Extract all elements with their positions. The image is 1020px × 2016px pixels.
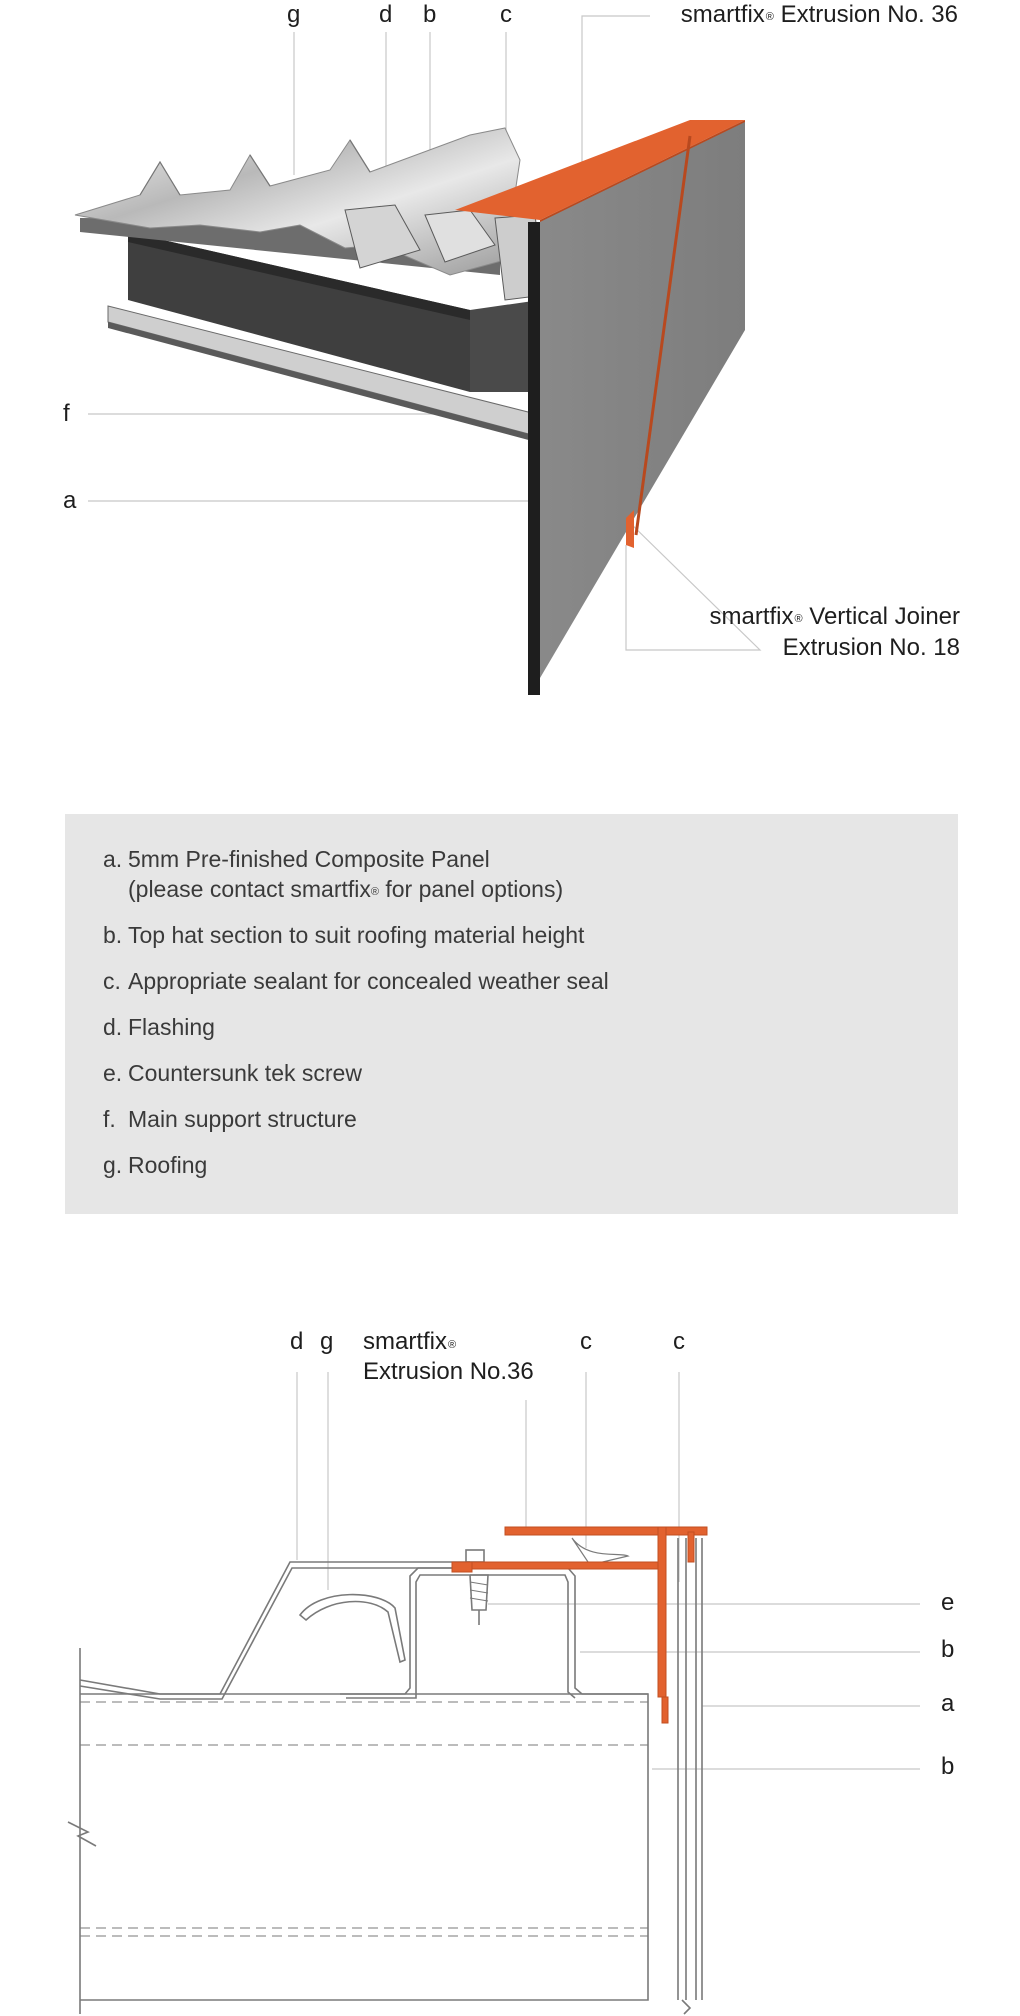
vertical-joiner-suffix: Vertical Joiner xyxy=(802,603,960,630)
legend-text: Roofing xyxy=(128,1152,208,1178)
legend-letter: c. xyxy=(103,968,121,994)
section-extrusion-line2: Extrusion No.36 xyxy=(363,1358,534,1385)
section-outline xyxy=(68,1538,702,2014)
section-callout-d: d xyxy=(290,1328,304,1355)
section-callout-c1: c xyxy=(580,1328,592,1355)
vertical-joiner-reg: ® xyxy=(794,613,803,625)
vertical-joiner-line2: Extrusion No. 18 xyxy=(782,634,960,661)
legend-letter: g. xyxy=(103,1152,123,1178)
callout-c: c xyxy=(500,1,512,28)
legend-text: Flashing xyxy=(128,1014,215,1040)
callout-f: f xyxy=(63,400,70,427)
extrusion-36-brand: smartfix xyxy=(680,1,765,28)
section-callout-b1: b xyxy=(941,1636,955,1663)
section-callout-c2: c xyxy=(673,1328,685,1355)
legend-a-line2-suffix: for panel options) xyxy=(378,876,564,902)
legend-text: Appropriate sealant for concealed weather seal xyxy=(128,968,609,994)
vertical-joiner-brand: smartfix xyxy=(709,603,794,630)
legend-letter: a. xyxy=(103,846,123,872)
callout-g: g xyxy=(287,1,301,28)
section-extrusion-line1 xyxy=(363,1327,534,1357)
legend-text: Countersunk tek screw xyxy=(128,1060,362,1086)
section-extrusion-label xyxy=(363,1327,534,1387)
callout-a: a xyxy=(63,487,77,514)
section-extrusion-reg: ® xyxy=(448,1339,457,1351)
legend-letter: d. xyxy=(103,1014,123,1040)
section-callout-b2: b xyxy=(941,1753,955,1780)
section-extrusion-brand: smartfix xyxy=(363,1328,447,1355)
legend-text: Top hat section to suit roofing material height xyxy=(128,922,585,948)
section-callout-g: g xyxy=(320,1328,334,1355)
section-callout-e: e xyxy=(941,1589,955,1616)
legend-letter: e. xyxy=(103,1060,123,1086)
legend-letter: f. xyxy=(103,1106,116,1132)
callout-b: b xyxy=(423,1,437,28)
section-callout-a: a xyxy=(941,1690,955,1717)
legend-a-line2-reg: ® xyxy=(370,886,379,898)
legend-text: 5mm Pre-finished Composite Panel xyxy=(128,846,490,872)
callout-d: d xyxy=(379,1,393,28)
extrusion-36-suffix: Extrusion No. 36 xyxy=(773,1,958,28)
extrusion-36-reg: ® xyxy=(765,11,774,23)
legend-letter: b. xyxy=(103,922,123,948)
section-leader-lines xyxy=(297,1372,920,1769)
legend-a-line2-prefix: (please contact smartfix xyxy=(128,876,371,902)
legend-text: Main support structure xyxy=(128,1106,357,1132)
